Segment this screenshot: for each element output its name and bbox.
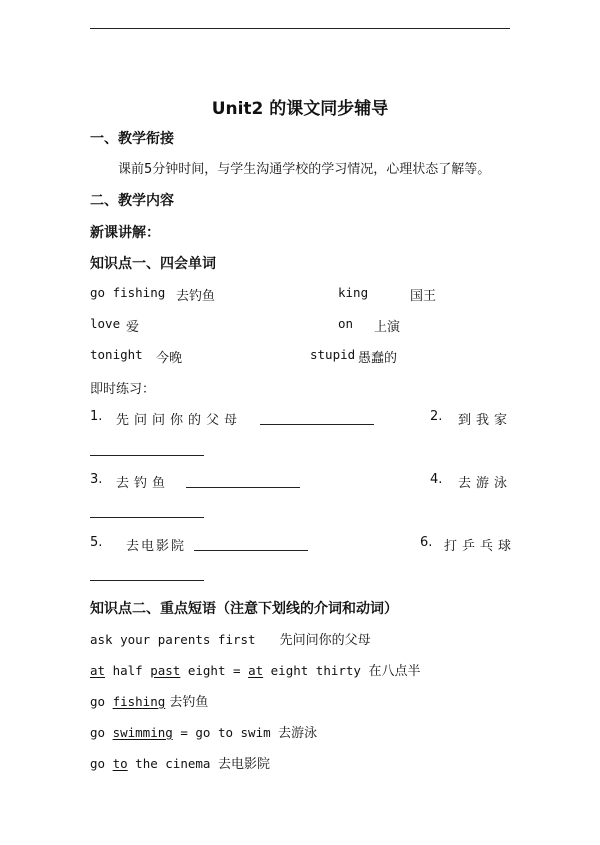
practice-label: 即时练习： <box>90 382 156 397</box>
answer-blank[interactable] <box>90 517 204 518</box>
word-en: go fishing <box>90 285 166 300</box>
word-zh: 愚蠢的 <box>358 351 398 366</box>
section1-heading: 一、教学衔接 <box>90 131 174 147</box>
phrase-part: half <box>105 663 151 678</box>
phrase-part: the cinema <box>127 756 218 771</box>
phrase-line <box>90 629 371 648</box>
new-lesson-label: 新课讲解： <box>90 225 160 241</box>
word-en: love <box>90 316 121 331</box>
phrase-zh: 先问问你的父母 <box>279 633 371 648</box>
answer-blank[interactable] <box>90 455 204 456</box>
practice-num: 2. <box>430 409 443 424</box>
top-rule <box>90 28 510 29</box>
practice-num: 3. <box>90 472 103 487</box>
phrase-line <box>90 660 421 679</box>
phrase-line <box>90 753 270 772</box>
word-en: king <box>338 285 369 300</box>
practice-num: 5. <box>90 535 103 550</box>
practice-text: 先问问你的父母 <box>116 413 243 428</box>
underlined-word: fishing <box>112 694 166 709</box>
practice-num: 6. <box>420 535 433 550</box>
word-zh: 去钓鱼 <box>176 289 216 304</box>
phrase-part: eight thirty <box>263 663 369 678</box>
page-title: Unit2 的课文同步辅导 <box>211 99 389 119</box>
word-en: on <box>338 316 354 331</box>
phrase-part: go <box>90 694 113 709</box>
phrase-part: eight = <box>180 663 249 678</box>
underlined-word: at <box>90 663 106 678</box>
word-en: tonight <box>90 347 143 362</box>
kp1-heading: 知识点一、四会单词 <box>90 256 216 272</box>
section2-heading: 二、教学内容 <box>90 193 174 209</box>
word-zh: 上演 <box>374 320 401 335</box>
underlined-word: at <box>248 663 264 678</box>
kp2-heading: 知识点二、重点短语（注意下划线的介词和动词） <box>90 601 398 617</box>
phrase-zh: 去电影院 <box>217 757 270 772</box>
practice-text: 去钓鱼 <box>116 476 171 491</box>
word-zh: 今晚 <box>156 351 183 366</box>
answer-blank[interactable] <box>194 550 308 551</box>
practice-text: 到我家 <box>458 413 513 428</box>
answer-blank[interactable] <box>186 487 300 488</box>
phrase-en: ask your parents first <box>90 632 256 647</box>
word-zh: 爱 <box>126 320 140 335</box>
section1-text: 课前5分钟时间，与学生沟通学校的学习情况，心理状态了解等。 <box>118 162 491 177</box>
phrase-line <box>90 722 317 741</box>
underlined-word: past <box>150 663 181 678</box>
word-en: stupid <box>310 347 356 362</box>
underlined-word: swimming <box>112 725 173 740</box>
phrase-part: go <box>90 725 113 740</box>
phrase-zh: 在八点半 <box>368 664 421 679</box>
phrase-part: = go to swim <box>172 725 279 740</box>
answer-blank[interactable] <box>260 424 374 425</box>
phrase-zh: 去钓鱼 <box>165 695 209 710</box>
underlined-word: to <box>112 756 128 771</box>
practice-num: 1. <box>90 409 103 424</box>
phrase-line <box>90 691 208 710</box>
phrase-part: go <box>90 756 113 771</box>
phrase-zh: 去游泳 <box>278 726 318 741</box>
answer-blank[interactable] <box>90 580 204 581</box>
practice-text: 去电影院 <box>126 539 187 554</box>
practice-text: 去游泳 <box>458 476 513 491</box>
practice-num: 4. <box>430 472 443 487</box>
practice-text: 打乒乓球 <box>444 539 517 554</box>
word-zh: 国王 <box>410 289 437 304</box>
